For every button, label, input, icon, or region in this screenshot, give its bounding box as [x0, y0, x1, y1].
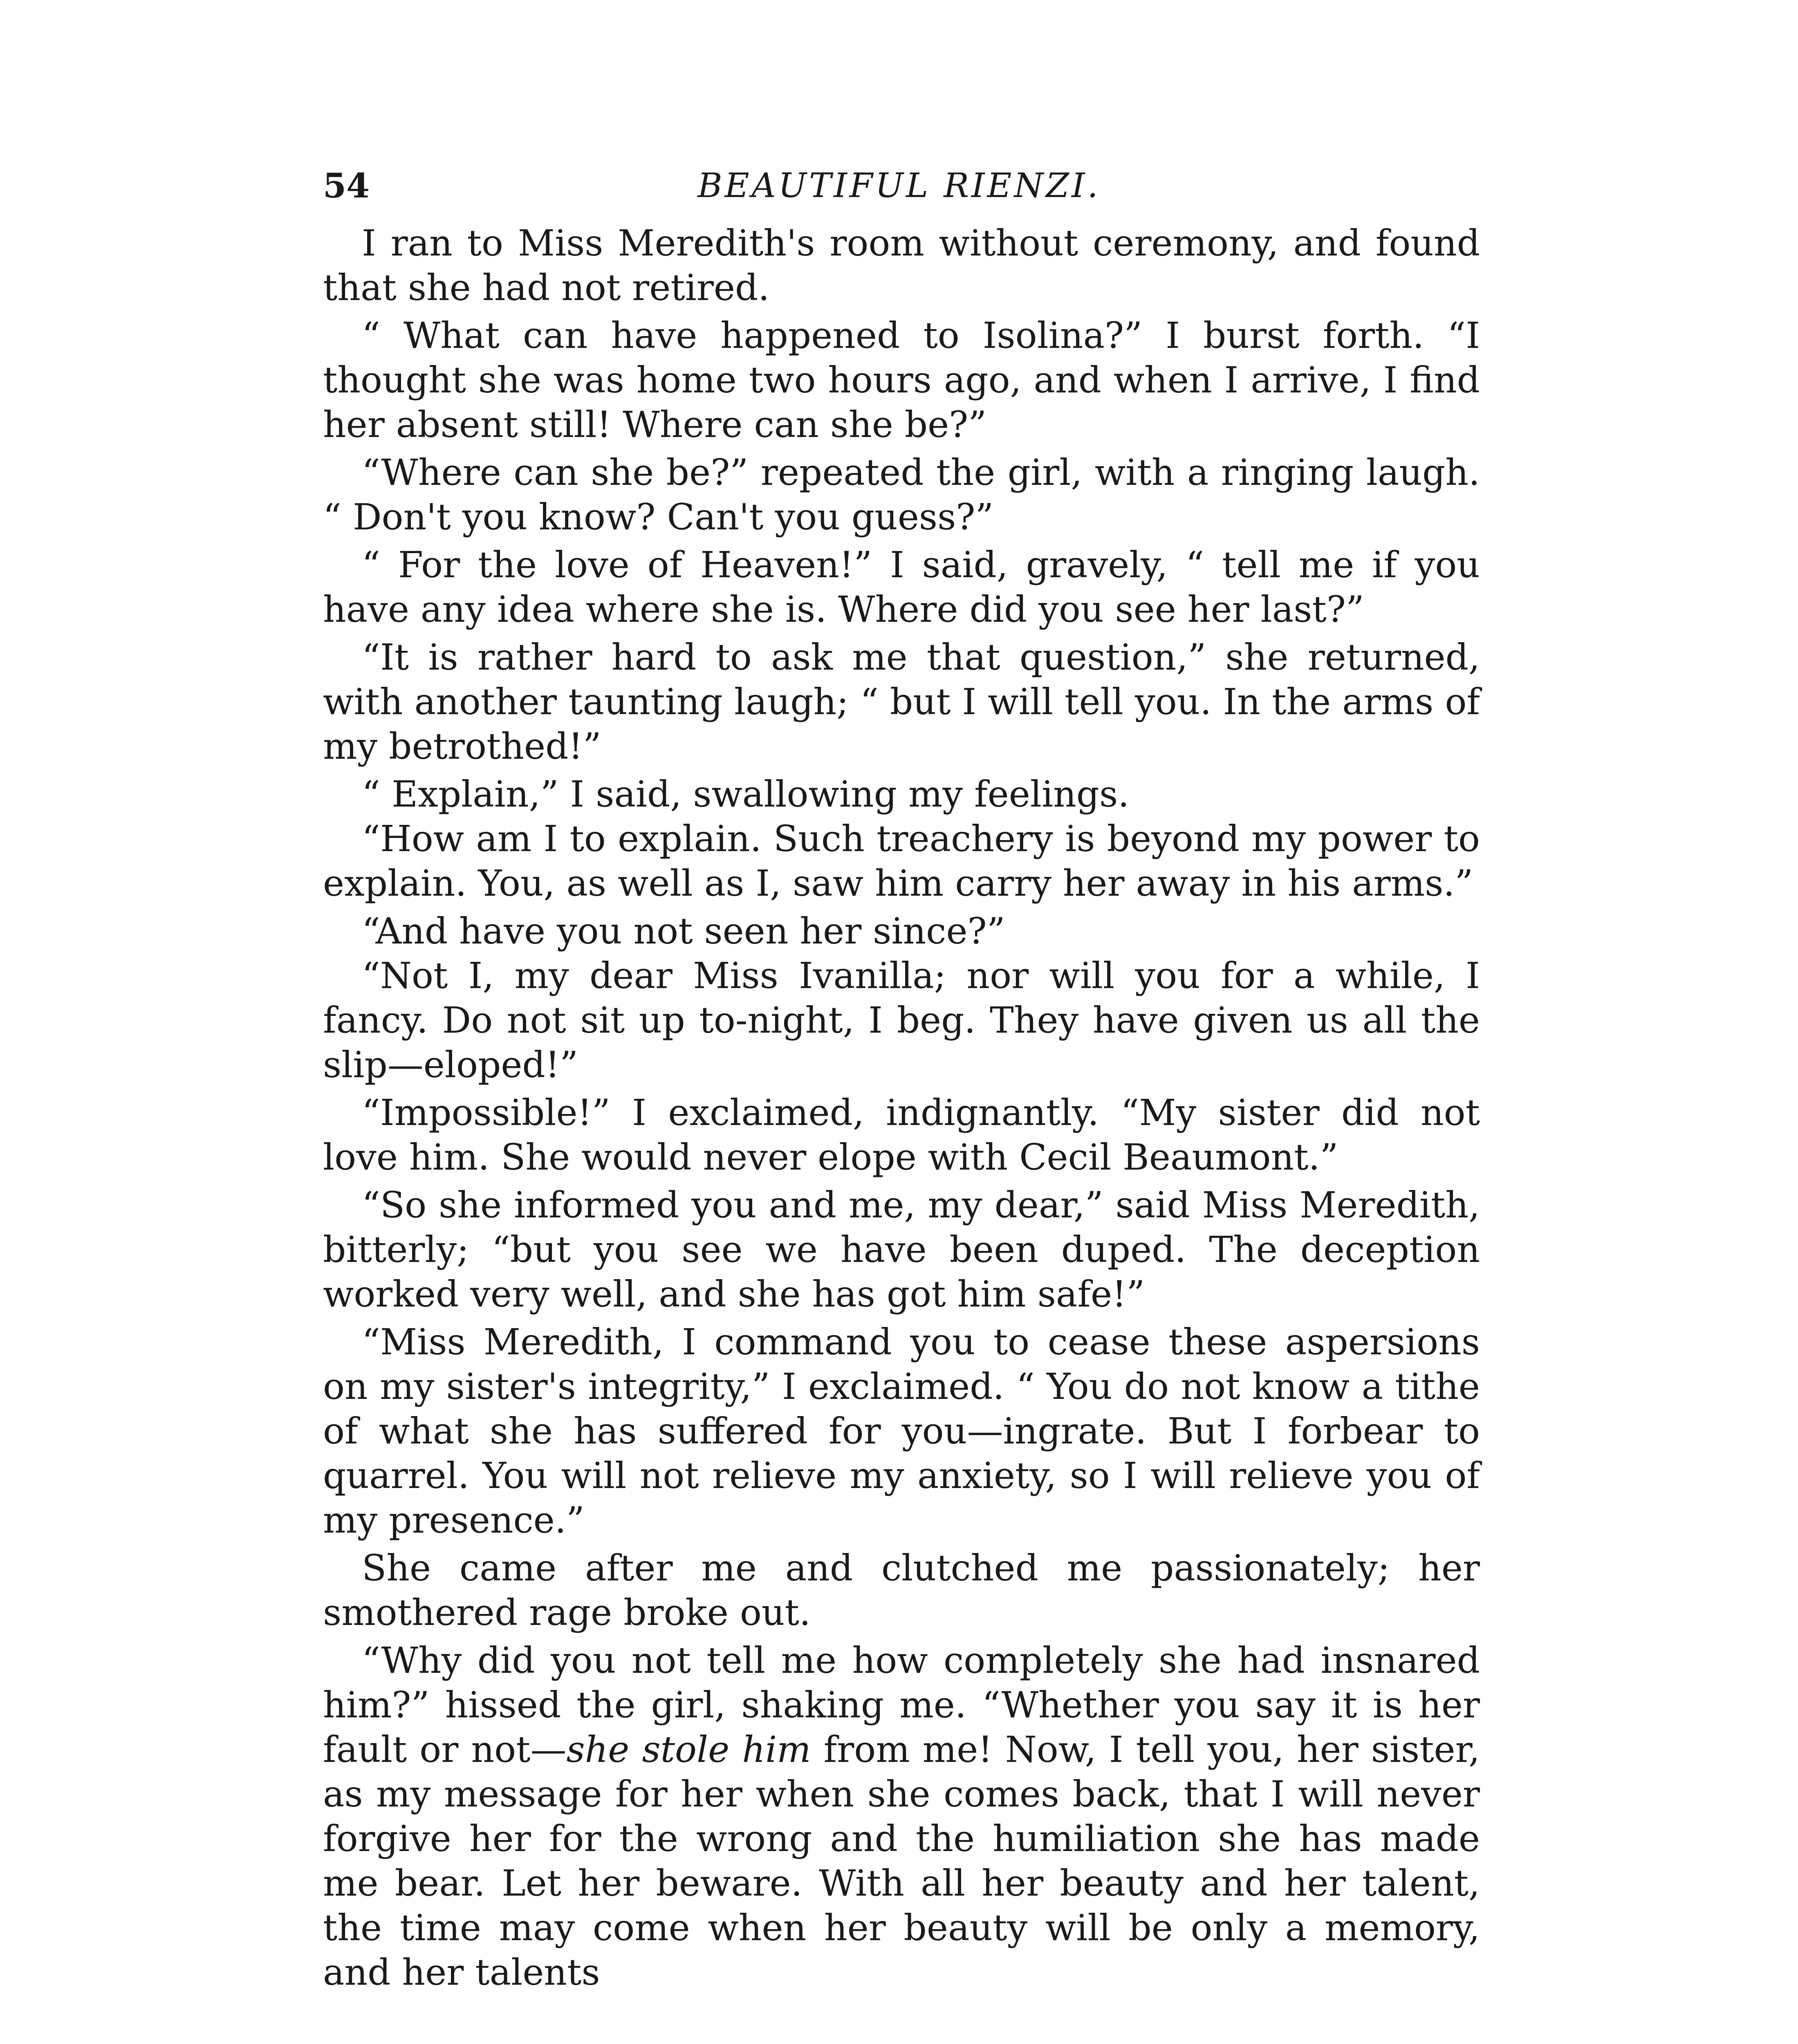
paragraph: “So she informed you and me, my dear,” said Miss Meredith, bitterly; “but you see we have been duped. The deception worked very well, and she has got him safe!”: [323, 1184, 1480, 1315]
paragraph: [323, 1638, 1480, 1995]
paragraph: “How am I to explain. Such treachery is beyond my power to explain. You, as well as I, saw him carry her away in his arms.”: [323, 818, 1480, 904]
paragraph-text: from me! Now, I tell you, her sister, as my message for her when she comes back, that I will never forgive her for the wrong and the humiliation she has made me bear. Let her beware. With all her beauty and her talent, the time may come when her beauty will be only a memory, and her talents: [323, 1728, 1480, 1993]
page-header: [323, 164, 1475, 208]
running-title: BEAUTIFUL RIENZI.: [697, 166, 1101, 205]
paragraph: “Miss Meredith, I command you to cease these aspersions on my sister's integrity,” I exclaimed. “ You do not know a tithe of what she has suffered for you—ingrate. But I forbear to quarrel. You will not relieve my anxiety, so I will relieve you of my presence.”: [323, 1321, 1480, 1541]
paragraph: She came after me and clutched me passionately; her smothered rage broke out.: [323, 1547, 1480, 1634]
paragraph: “Where can she be?” repeated the girl, with a ringing laugh. “ Don't you know? Can't you guess?”: [323, 451, 1480, 538]
body-text: [323, 221, 1480, 1998]
paragraph: “Impossible!” I exclaimed, indignantly. “My sister did not love him. She would never elope with Cecil Beaumont.”: [323, 1091, 1480, 1178]
paragraph: “ For the love of Heaven!” I said, gravely, “ tell me if you have any idea where she is. Where did you see her last?”: [323, 544, 1480, 630]
paragraph-text: “Why did you not tell me how completely she had insnared him?” hissed the girl, shaking me. “Whether you say it is her fault or not—: [323, 1639, 1480, 1771]
paragraph: “Not I, my dear Miss Ivanilla; nor will you for a while, I fancy. Do not sit up to-night, I beg. They have given us all the slip—eloped!”: [323, 955, 1480, 1086]
page-number: 54: [323, 166, 370, 206]
paragraph: I ran to Miss Meredith's room without ceremony, and found that she had not retired.: [323, 222, 1480, 309]
paragraph: “And have you not seen her since?”: [362, 910, 1005, 952]
paragraph: “ What can have happened to Isolina?” I burst forth. “I thought she was home two hours ago, and when I arrive, I find her absent still! Where can she be?”: [323, 314, 1480, 446]
emphasized-text: she stole him: [566, 1728, 811, 1771]
paragraph: “It is rather hard to ask me that question,” she returned, with another taunting laugh; “ but I will tell you. In the arms of my betrothed!”: [323, 636, 1480, 767]
paragraph: “ Explain,” I said, swallowing my feelings.: [362, 773, 1130, 815]
